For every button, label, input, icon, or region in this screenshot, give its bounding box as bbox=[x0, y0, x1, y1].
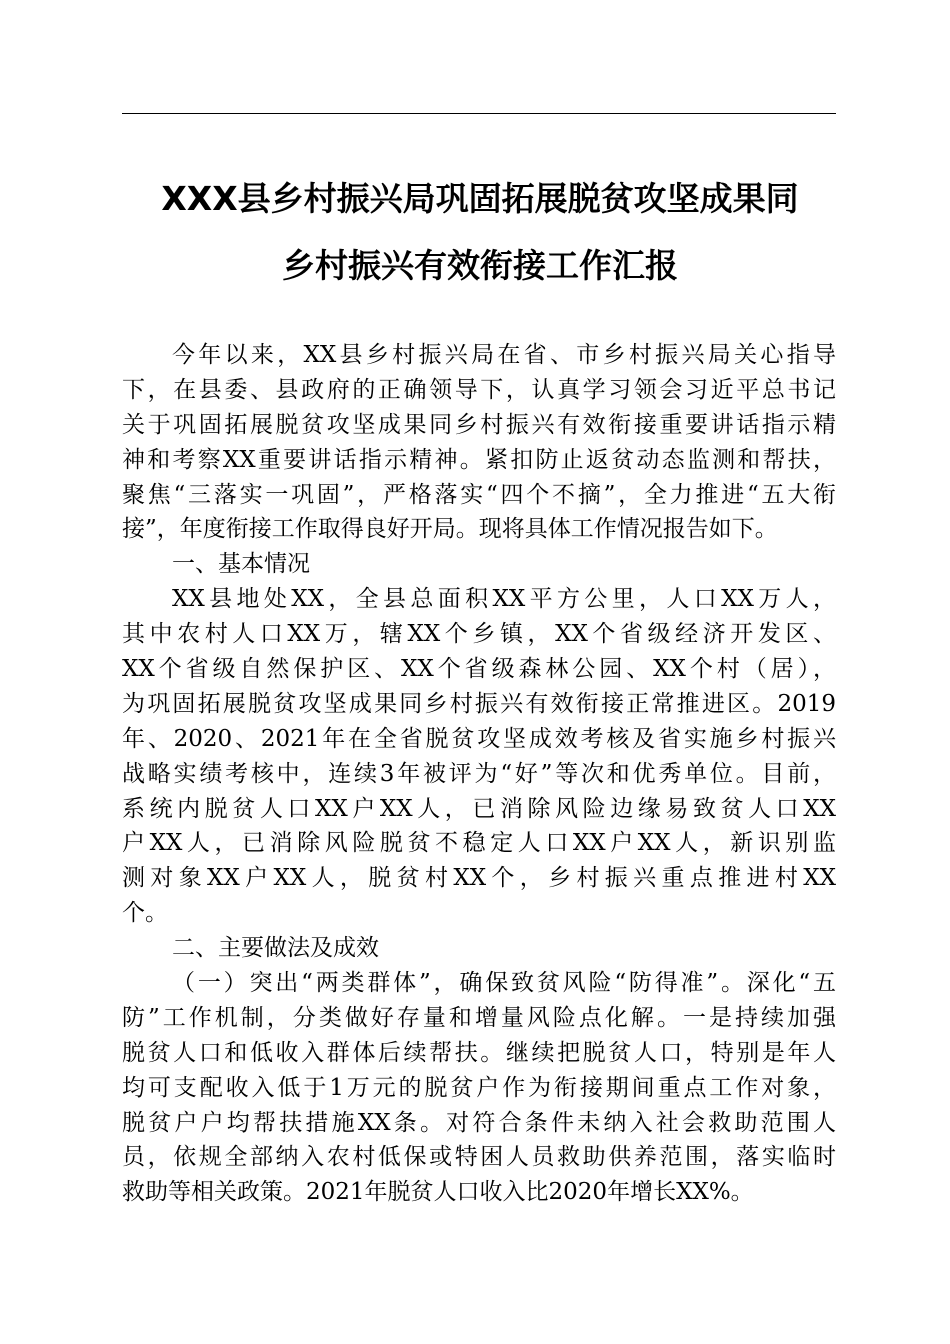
basic-paragraph-line: 测对象XX户XX人，脱贫村XX个，乡村振兴重点推进村XX bbox=[122, 865, 836, 892]
document-title-line-1: XXX县乡村振兴局巩固拓展脱贫攻坚成果同 bbox=[161, 179, 799, 218]
measures-paragraph-line: （一）突出“两类群体”，确保致贫风险“防得准”。深化“五 bbox=[172, 970, 836, 997]
basic-paragraph-line: 其中农村人口XX万，辖XX个乡镇，XX个省级经济开发区、 bbox=[122, 621, 836, 648]
intro-paragraph-line: 关于巩固拓展脱贫攻坚成果同乡村振兴有效衔接重要讲话指示精 bbox=[122, 411, 836, 438]
measures-paragraph-line: 脱贫户户均帮扶措施XX条。对符合条件未纳入社会救助范围人 bbox=[122, 1109, 836, 1136]
intro-paragraph-line: 神和考察XX重要讲话指示精神。紧扣防止返贫动态监测和帮扶， bbox=[122, 446, 836, 473]
section-heading-measures: 二、主要做法及成效 bbox=[172, 935, 379, 962]
measures-paragraph-line: 防”工作机制，分类做好存量和增量风险点化解。一是持续加强 bbox=[122, 1004, 836, 1031]
measures-paragraph-line: 员，依规全部纳入农村低保或特困人员救助供养范围，落实临时 bbox=[122, 1144, 836, 1171]
document-body bbox=[122, 338, 836, 1210]
measures-paragraph-line: 脱贫人口和低收入群体后续帮扶。继续把脱贫人口，特别是年人 bbox=[122, 1039, 836, 1066]
intro-paragraph-line: 下，在县委、县政府的正确领导下，认真学习领会习近平总书记 bbox=[122, 376, 836, 403]
basic-paragraph-line: 战略实绩考核中，连续3年被评为“好”等次和优秀单位。目前， bbox=[122, 760, 836, 787]
header-rule bbox=[122, 113, 836, 114]
intro-paragraph-line: 今年以来，XX县乡村振兴局在省、市乡村振兴局关心指导 bbox=[172, 342, 836, 368]
basic-paragraph-line: 户XX人，已消除风险脱贫不稳定人口XX户XX人，新识别监 bbox=[122, 830, 836, 857]
basic-paragraph-line: 系统内脱贫人口XX户XX人，已消除风险边缘易致贫人口XX bbox=[122, 795, 836, 822]
basic-paragraph-line: XX县地处XX，全县总面积XX平方公里，人口XX万人， bbox=[172, 586, 836, 613]
basic-paragraph-line: 为巩固拓展脱贫攻坚成果同乡村振兴有效衔接正常推进区。2019 bbox=[122, 690, 836, 717]
basic-paragraph-line: XX个省级自然保护区、XX个省级森林公园、XX个村（居）， bbox=[122, 656, 836, 683]
basic-paragraph-line: 个。 bbox=[122, 900, 168, 927]
section-heading-basic: 一、基本情况 bbox=[172, 551, 310, 578]
document-title-line-2: 乡村振兴有效衔接工作汇报 bbox=[282, 246, 678, 285]
basic-paragraph-line: 年、2020、2021年在全省脱贫攻坚成效考核及省实施乡村振兴 bbox=[122, 725, 836, 752]
measures-paragraph-line: 救助等相关政策。2021年脱贫人口收入比2020年增长XX%。 bbox=[122, 1179, 754, 1206]
intro-paragraph-line: 聚焦“三落实一巩固”，严格落实“四个不摘”，全力推进“五大衔 bbox=[122, 481, 836, 508]
measures-paragraph-line: 均可支配收入低于1万元的脱贫户作为衔接期间重点工作对象， bbox=[122, 1074, 836, 1101]
intro-paragraph-line: 接”，年度衔接工作取得良好开局。现将具体工作情况报告如下。 bbox=[122, 516, 778, 543]
